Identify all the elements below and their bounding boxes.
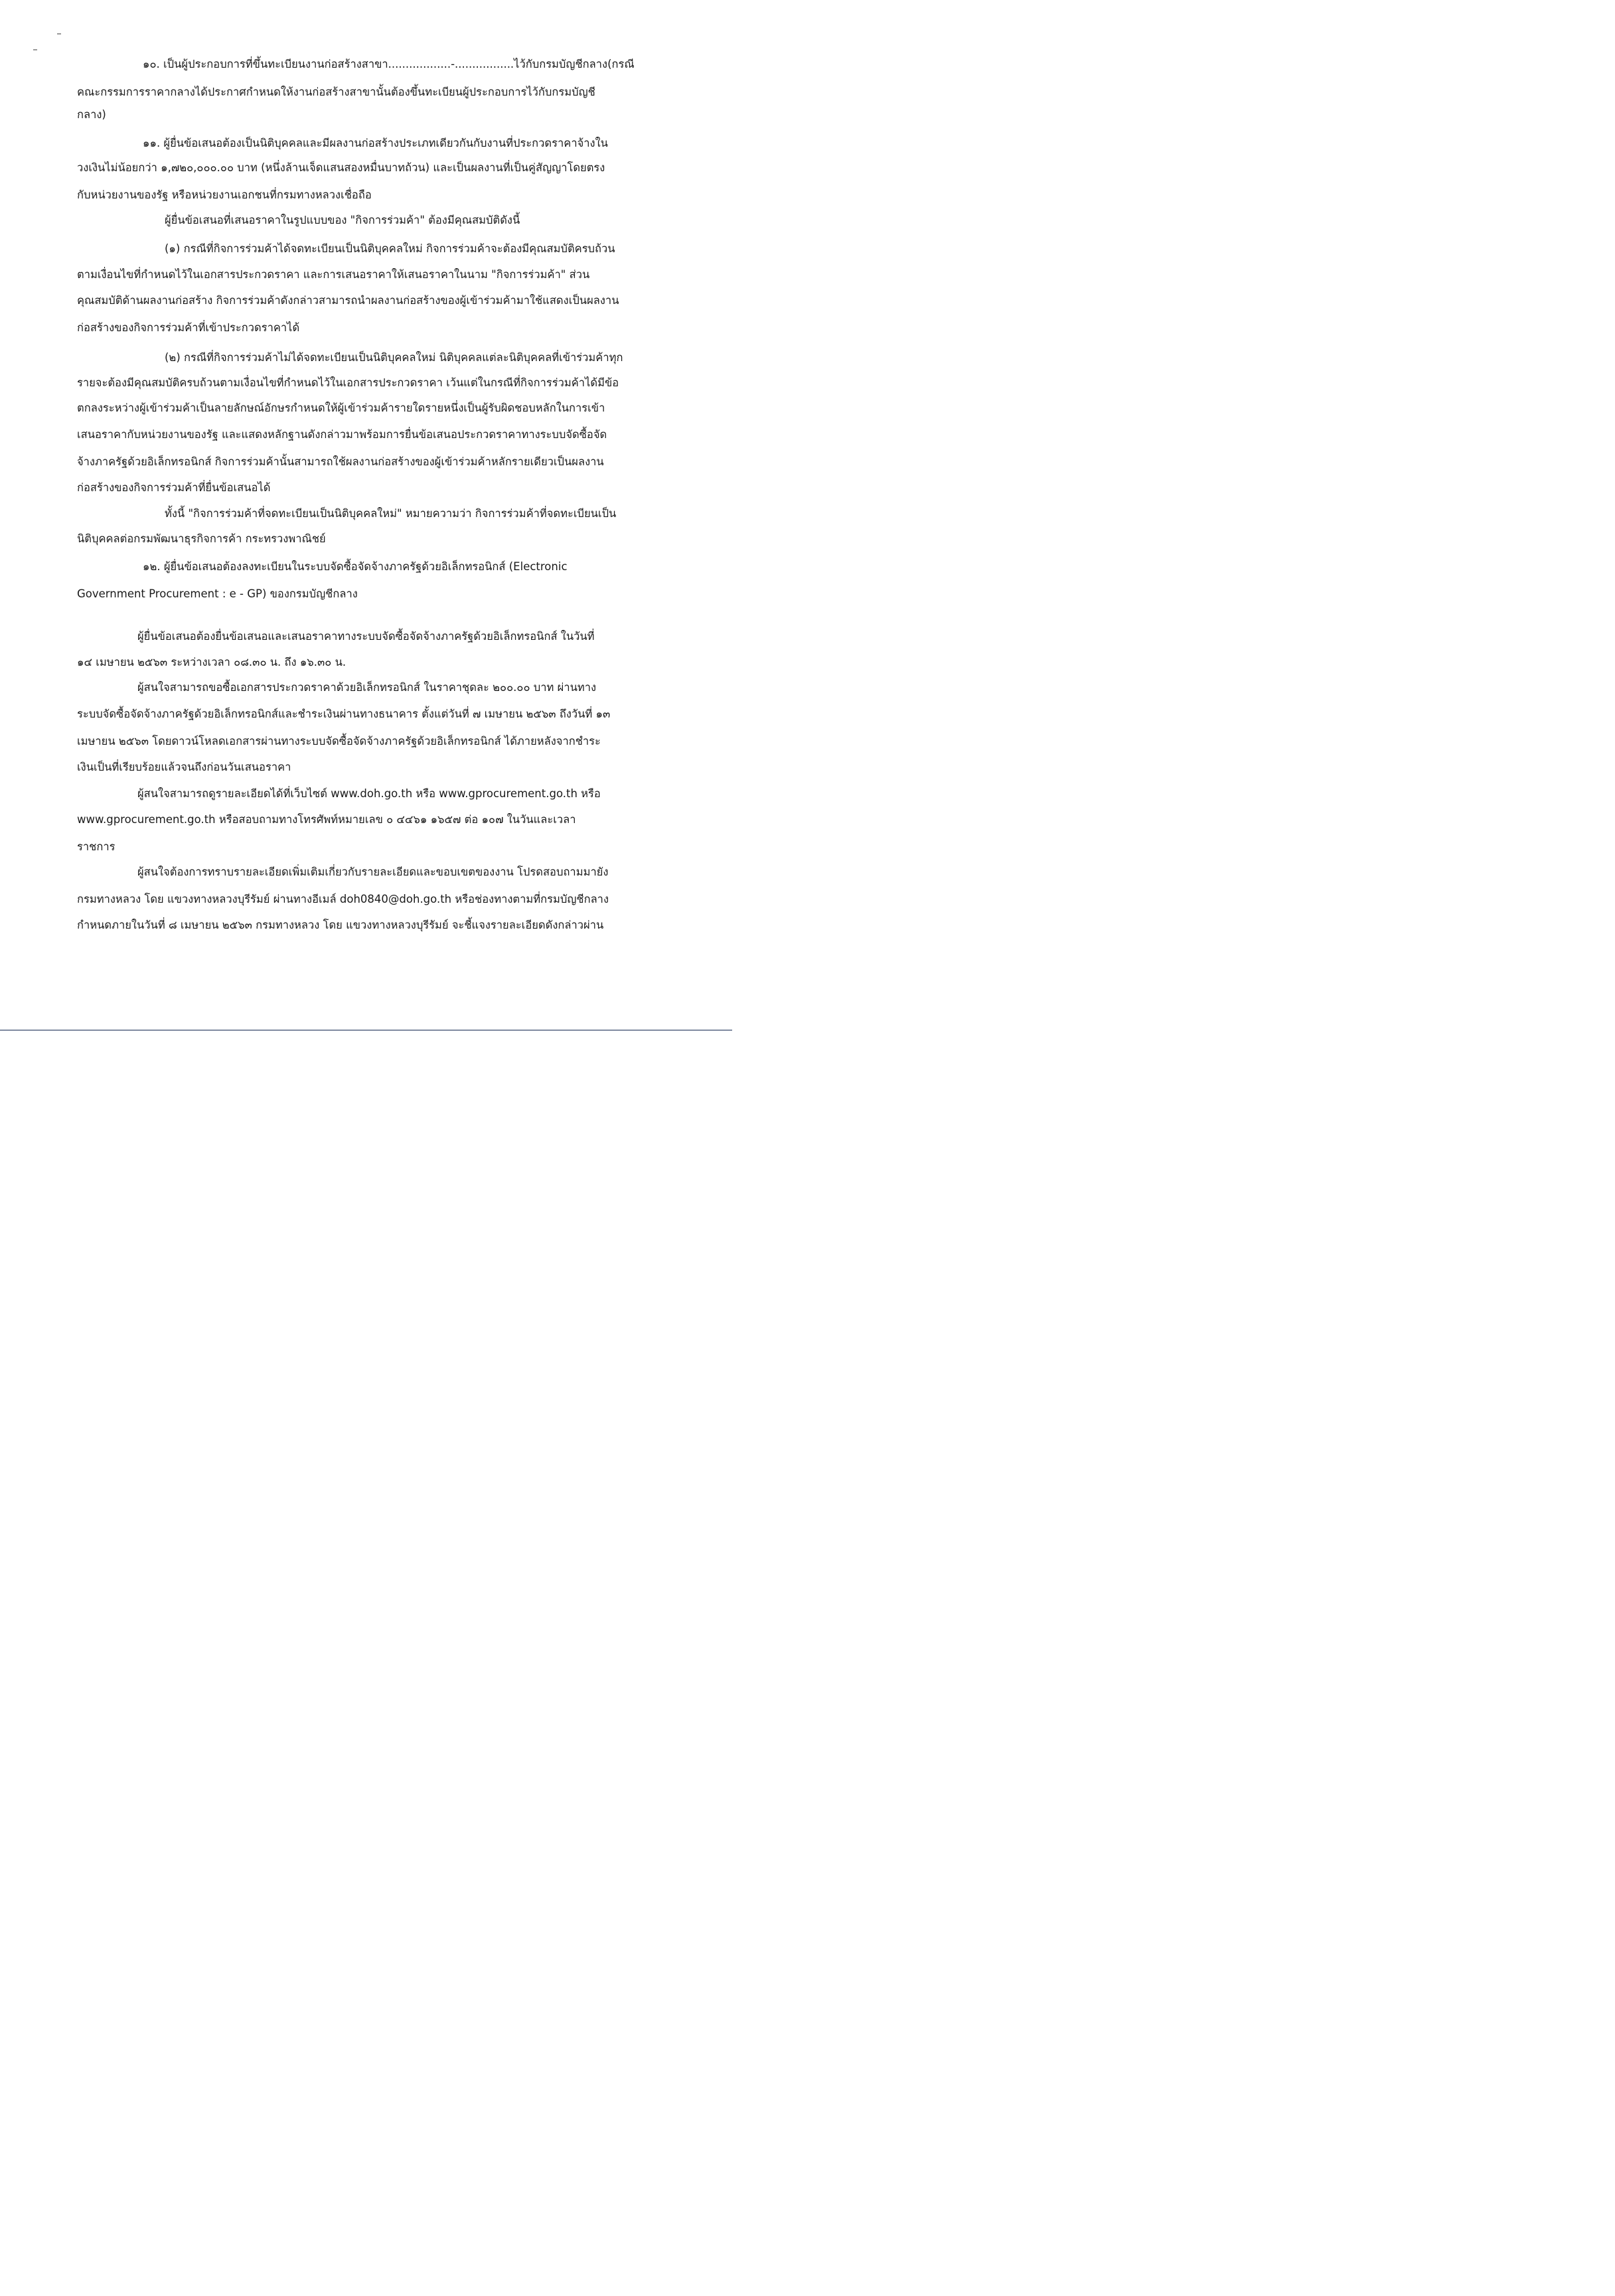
paragraph-line: ก่อสร้างของกิจการร่วมค้าที่เข้าประกวดราคาได้: [77, 321, 300, 334]
paragraph-line: ตามเงื่อนไขที่กำหนดไว้ในเอกสารประกวดราคา และการเสนอราคาให้เสนอราคาในนาม "กิจการร่วมค้า" ส่วน: [77, 268, 590, 281]
scan-edge-mark: [57, 33, 61, 35]
paragraph-line: รายจะต้องมีคุณสมบัติครบถ้วนตามเงื่อนไขที่กำหนดไว้ในเอกสารประกวดราคา เว้นแต่ในกรณีที่กิจการร่วมค้าได้มีข้อ: [77, 376, 619, 389]
paragraph-line: ระบบจัดซื้อจัดจ้างภาครัฐด้วยอิเล็กทรอนิกส์และชำระเงินผ่านทางธนาคาร ตั้งแต่วันที่ ๗ เมษายน ๒๕๖๓ ถึงวันที่ ๑๓: [77, 708, 611, 720]
paragraph-line: ๑๑. ผู้ยื่นข้อเสนอต้องเป็นนิติบุคคลและมีผลงานก่อสร้างประเภทเดียวกันกับงานที่ประกวดราคาจ้างใน: [143, 137, 608, 149]
paragraph-line: (๑) กรณีที่กิจการร่วมค้าได้จดทะเบียนเป็นนิติบุคคลใหม่ กิจการร่วมค้าจะต้องมีคุณสมบัติครบถ้วน: [165, 242, 615, 255]
paragraph-line: กลาง): [77, 108, 106, 121]
paragraph-line: ๑๒. ผู้ยื่นข้อเสนอต้องลงทะเบียนในระบบจัดซื้อจัดจ้างภาครัฐด้วยอิเล็กทรอนิกส์ (Electronic: [143, 560, 568, 573]
paragraph-line: เมษายน ๒๕๖๓ โดยดาวน์โหลดเอกสารผ่านทางระบบจัดซื้อจัดจ้างภาครัฐด้วยอิเล็กทรอนิกส์ ได้ภายหลังจากชำระ: [77, 735, 601, 747]
paragraph-line: ผู้ยื่นข้อเสนอต้องยื่นข้อเสนอและเสนอราคาทางระบบจัดซื้อจัดจ้างภาครัฐด้วยอิเล็กทรอนิกส์ ในวันที่: [137, 630, 595, 643]
paragraph-line: วงเงินไม่น้อยกว่า ๑,๗๒๐,๐๐๐.๐๐ บาท (หนึ่งล้านเจ็ดแสนสองหมื่นบาทถ้วน) และเป็นผลงานที่เป็นคู่สัญญาโดยตรง: [77, 161, 605, 174]
paragraph-line: ก่อสร้างของกิจการร่วมค้าที่ยื่นข้อเสนอได้: [77, 481, 271, 494]
paragraph-line: ผู้สนใจสามารถดูรายละเอียดได้ที่เว็บไซต์ www.doh.go.th หรือ www.gprocurement.go.th หรือ: [137, 787, 601, 800]
paragraph-line: ๑๐. เป็นผู้ประกอบการที่ขึ้นทะเบียนงานก่อสร้างสาขา..................-.................ไว้กับกรมบัญชีกลาง(กรณี: [143, 58, 635, 70]
paragraph-line: กำหนดภายในวันที่ ๘ เมษายน ๒๕๖๓ กรมทางหลวง โดย แขวงทางหลวงบุรีรัมย์ จะชี้แจงรายละเอียดดังกล่าวผ่าน: [77, 919, 604, 931]
paragraph-line: ราชการ: [77, 840, 115, 853]
paragraph-line: คณะกรรมการราคากลางได้ประกาศกำหนดให้งานก่อสร้างสาขานั้นต้องขึ้นทะเบียนผู้ประกอบการไว้กับกรมบัญชี: [77, 86, 595, 98]
paragraph-line: กับหน่วยงานของรัฐ หรือหน่วยงานเอกชนที่กรมทางหลวงเชื่อถือ: [77, 189, 372, 201]
paragraph-line: ตกลงระหว่างผู้เข้าร่วมค้าเป็นลายลักษณ์อักษรกำหนดให้ผู้เข้าร่วมค้ารายใดรายหนึ่งเป็นผู้รับผิดชอบหลักในการเข้า: [77, 402, 605, 414]
paragraph-line: ผู้ยื่นข้อเสนอที่เสนอราคาในรูปแบบของ "กิจการร่วมค้า" ต้องมีคุณสมบัติดังนี้: [165, 214, 520, 226]
paragraph-line: นิติบุคคลต่อกรมพัฒนาธุรกิจการค้า กระทรวงพาณิชย์: [77, 532, 326, 545]
scan-bottom-border: [0, 1030, 732, 1031]
paragraph-line: ผู้สนใจต้องการทราบรายละเอียดเพิ่มเติมเกี่ยวกับรายละเอียดและขอบเขตของงาน โปรดสอบถามมายัง: [137, 866, 609, 878]
paragraph-line: จ้างภาครัฐด้วยอิเล็กทรอนิกส์ กิจการร่วมค้านั้นสามารถใช้ผลงานก่อสร้างของผู้เข้าร่วมค้าหลักรายเดียวเป็นผลงาน: [77, 455, 604, 468]
scan-edge-mark: [33, 49, 37, 50]
paragraph-line: (๒) กรณีที่กิจการร่วมค้าไม่ได้จดทะเบียนเป็นนิติบุคคลใหม่ นิติบุคคลแต่ละนิติบุคคลที่เข้าร่วมค้าทุก: [165, 351, 623, 364]
paragraph-line: ทั้งนี้ "กิจการร่วมค้าที่จดทะเบียนเป็นนิติบุคคลใหม่" หมายความว่า กิจการร่วมค้าที่จดทะเบียนเป็น: [165, 507, 617, 520]
scanned-document-page: [0, 0, 732, 1035]
paragraph-line: ๑๔ เมษายน ๒๕๖๓ ระหว่างเวลา ๐๘.๓๐ น. ถึง ๑๖.๓๐ น.: [77, 656, 346, 668]
paragraph-line: เสนอราคากับหน่วยงานของรัฐ และแสดงหลักฐานดังกล่าวมาพร้อมการยื่นข้อเสนอประกวดราคาทางระบบจัดซื้อจัด: [77, 428, 607, 441]
paragraph-line: Government Procurement : e - GP) ของกรมบัญชีกลาง: [77, 587, 358, 600]
paragraph-line: กรมทางหลวง โดย แขวงทางหลวงบุรีรัมย์ ผ่านทางอีเมล์ doh0840@doh.go.th หรือช่องทางตามที่กรมบัญชีกลาง: [77, 893, 609, 905]
paragraph-line: คุณสมบัติด้านผลงานก่อสร้าง กิจการร่วมค้าดังกล่าวสามารถนำผลงานก่อสร้างของผู้เข้าร่วมค้ามาใช้แสดงเป็นผลงาน: [77, 294, 619, 307]
paragraph-line: เงินเป็นที่เรียบร้อยแล้วจนถึงก่อนวันเสนอราคา: [77, 761, 291, 773]
paragraph-line: www.gprocurement.go.th หรือสอบถามทางโทรศัพท์หมายเลข ๐ ๔๔๖๑ ๑๖๕๗ ต่อ ๑๐๗ ในวันและเวลา: [77, 813, 576, 826]
paragraph-line: ผู้สนใจสามารถขอซื้อเอกสารประกวดราคาด้วยอิเล็กทรอนิกส์ ในราคาชุดละ ๒๐๐.๐๐ บาท ผ่านทาง: [137, 681, 597, 694]
